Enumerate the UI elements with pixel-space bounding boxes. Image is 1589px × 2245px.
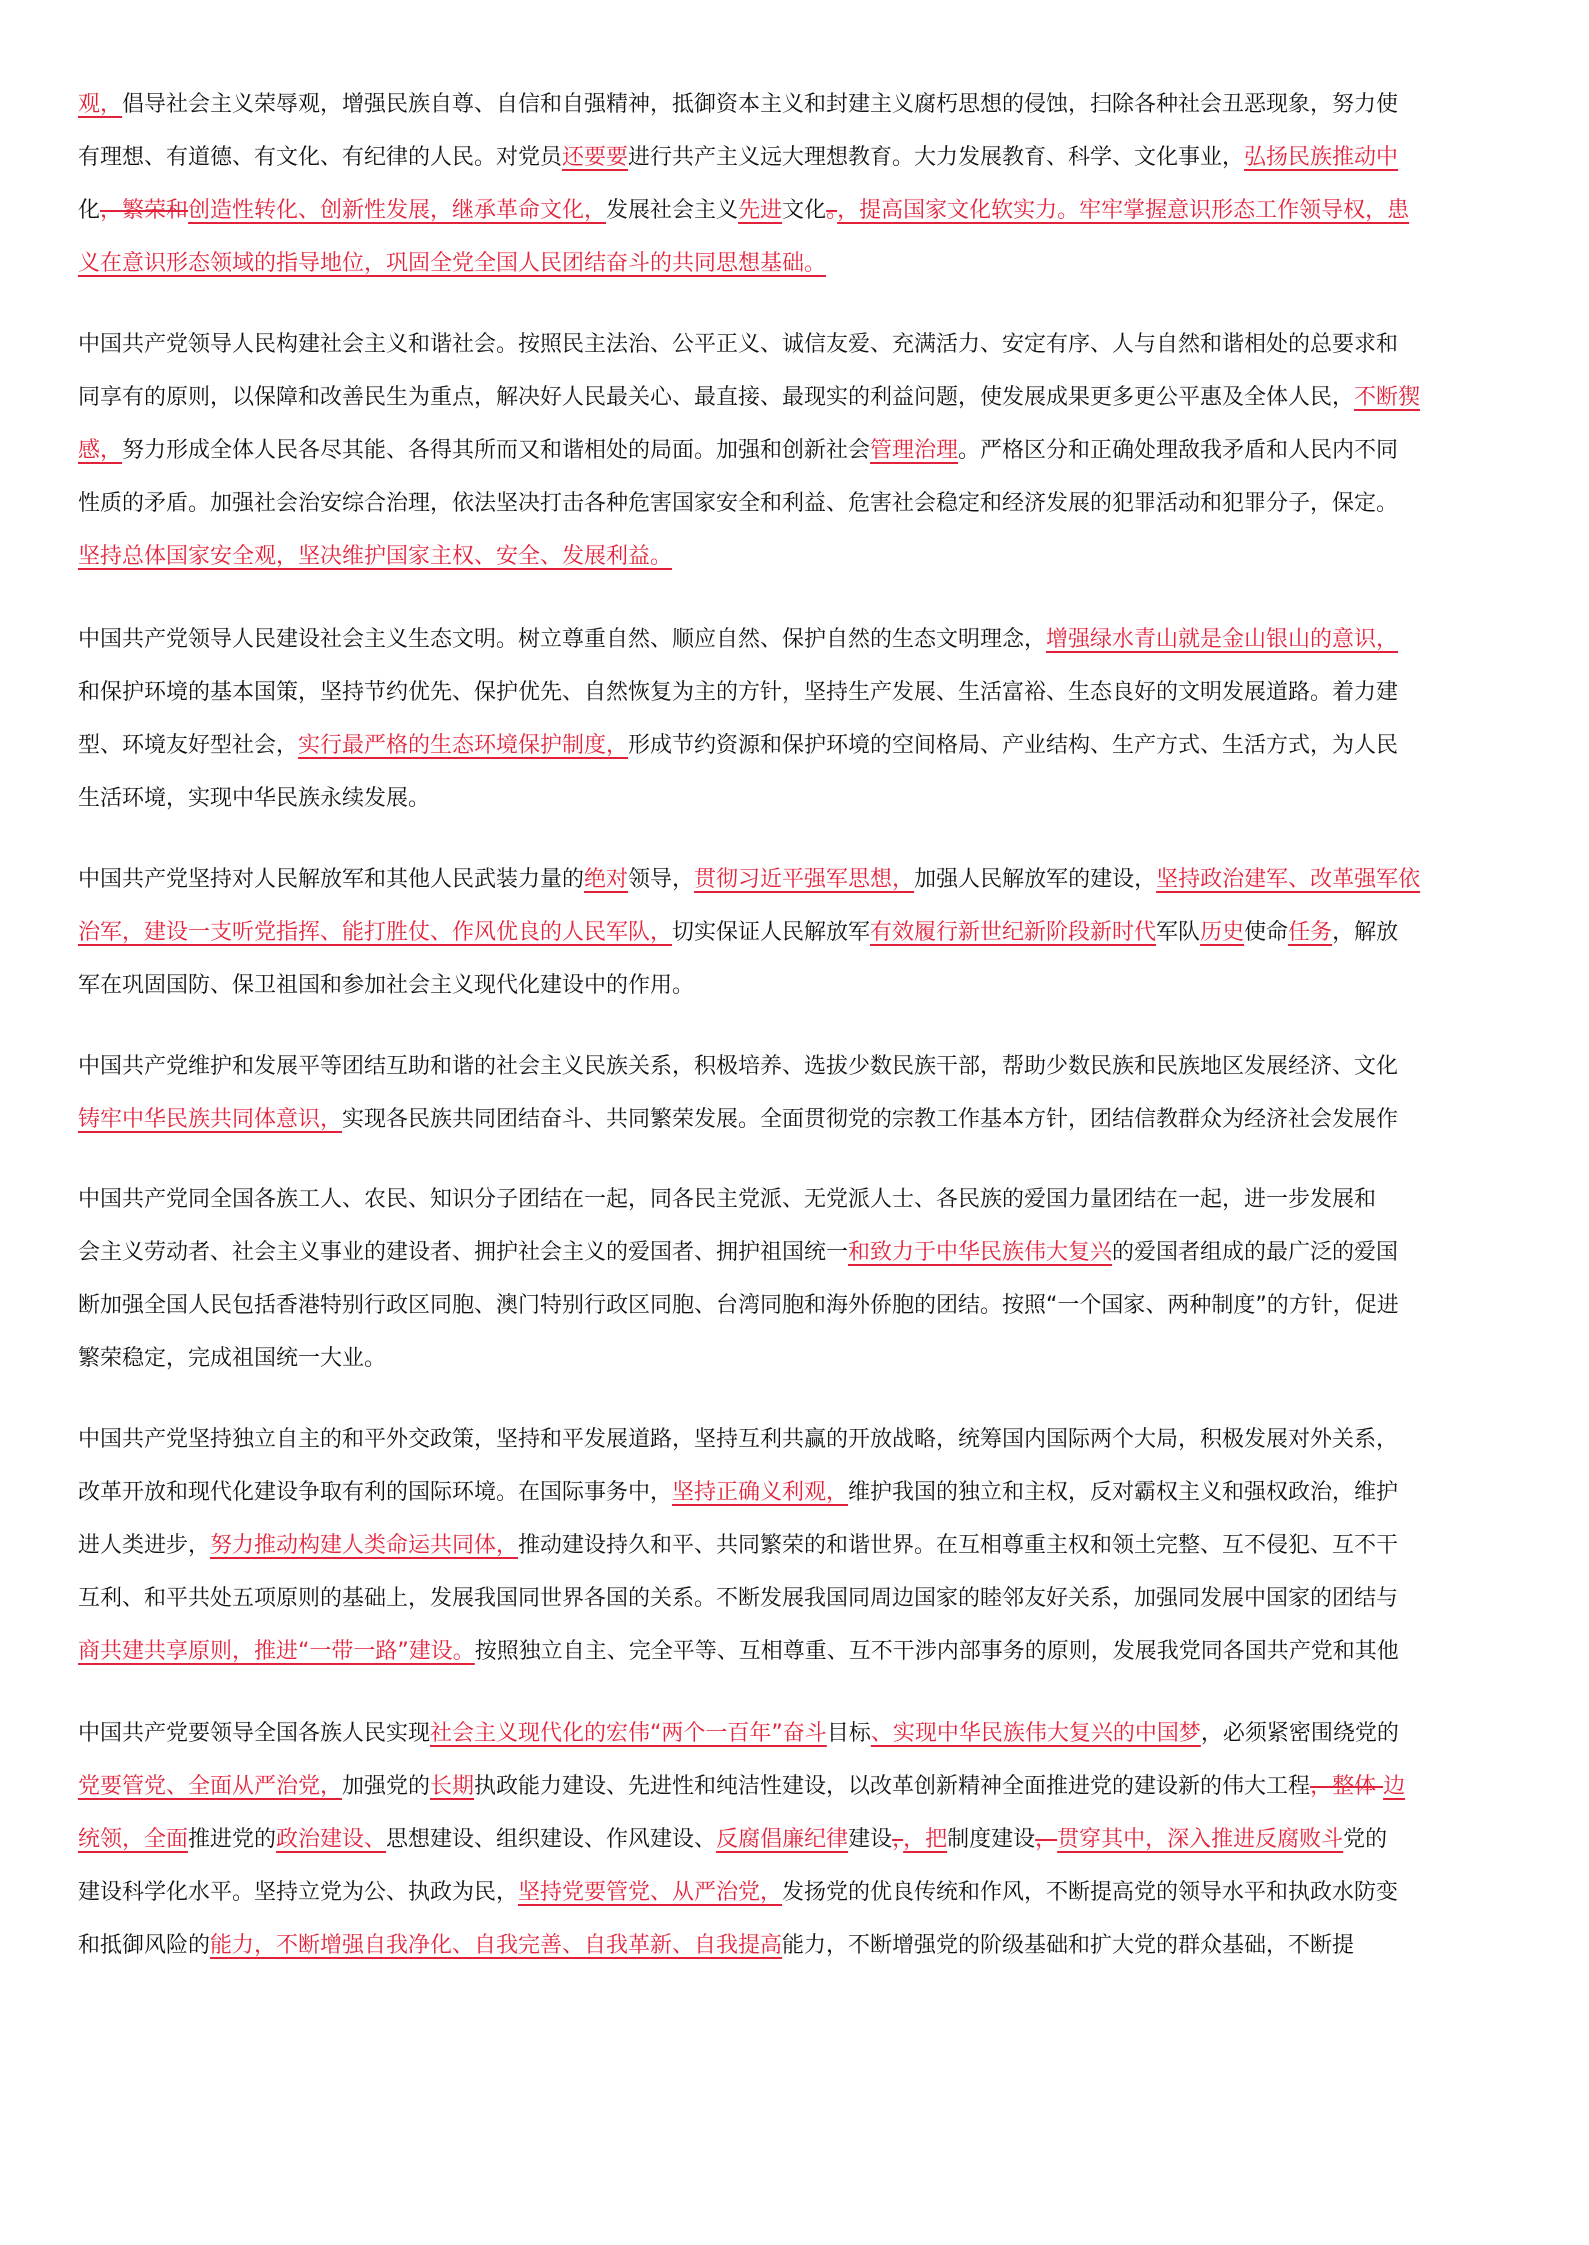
revision-insert: 社会主义现代化的宏伟“两个一百年”奋斗 (430, 1721, 827, 1746)
paragraph-party-building (78, 1707, 1524, 1972)
revision-insert: 反腐倡廉纪律 (716, 1827, 849, 1852)
text-line (78, 1279, 1524, 1332)
revision-insert: ，把 (903, 1827, 948, 1852)
revision-insert: 坚持政治建军、改革强军依 (1156, 867, 1421, 892)
revision-insert: 长期 (430, 1774, 475, 1799)
revision-delete: 。 (826, 198, 838, 223)
revision-insert: 有效履行新世纪新阶段新时代 (870, 920, 1157, 945)
body-text: 倡导社会主义荣辱观，增强民族自尊、自信和自强精神，抵御资本主义和封建主义腐朽思想的侵蚀，扫除各种社会丑恶现象，努力使 (122, 92, 1399, 117)
body-text: 。严格区分和正确处理敌我矛盾和人民内不同 (958, 438, 1399, 463)
body-text: 军在巩固国防、保卫祖国和参加社会主义现代化建设中的作用。 (78, 973, 695, 998)
body-text: 生活环境，实现中华民族永续发展。 (78, 786, 431, 811)
revision-insert: 铸牢中华民族共同体意识， (78, 1107, 343, 1132)
paragraph-ecological-civilization (78, 613, 1524, 825)
body-text: 中国共产党领导人民构建社会主义和谐社会。按照民主法治、公平正义、诚信友爱、充满活力、安定有序、人与自然和谐相处的总要求和 (78, 332, 1399, 357)
text-line (78, 719, 1524, 772)
revision-insert: 感， (78, 438, 123, 463)
body-text: 进人类进步， (78, 1533, 211, 1558)
body-text: 中国共产党同全国各族工人、农民、知识分子团结在一起，同各民主党派、无党派人士、各民族的爱国力量团结在一起，进一步发展和 (78, 1187, 1377, 1212)
body-text: 发扬党的优良传统和作风，不断提高党的领导水平和执政水防变 (782, 1880, 1399, 1905)
revision-insert: 统领，全面 (78, 1827, 189, 1852)
body-text: 化 (78, 198, 101, 223)
paragraph-foreign-policy (78, 1413, 1524, 1678)
body-text: 中国共产党坚持对人民解放军和其他人民武装力量的 (78, 867, 585, 892)
revision-insert: 坚持总体国家安全观，坚决维护国家主权、安全、发展利益。 (78, 544, 673, 569)
body-text: 型、环境友好型社会， (78, 733, 299, 758)
text-line (78, 237, 1524, 290)
revision-insert: 历史 (1200, 920, 1245, 945)
text-line (78, 1519, 1524, 1572)
revision-delete: ， (1035, 1827, 1058, 1852)
body-text: 党的 (1343, 1827, 1388, 1852)
text-line (78, 853, 1524, 906)
revision-insert: 还要要 (562, 145, 629, 170)
revision-insert: 贯彻习近平强军思想， (694, 867, 915, 892)
body-text: 按照独立自主、完全平等、互相尊重、互不干涉内部事务的原则，发展我党同各国共产党和其他 (474, 1639, 1399, 1664)
body-text: 目标 (826, 1721, 871, 1746)
text-line (78, 1040, 1524, 1093)
body-text: 建设 (848, 1827, 893, 1852)
revision-insert: 任务 (1288, 920, 1333, 945)
body-text: 切实保证人民解放军 (672, 920, 871, 945)
text-line (78, 1332, 1524, 1385)
revision-insert: 贯穿其中，深入推进反腐败斗 (1057, 1827, 1344, 1852)
text-line (78, 477, 1524, 530)
text-line (78, 1707, 1524, 1760)
paragraph-harmonious-society (78, 318, 1524, 583)
body-text: 改革开放和现代化建设争取有利的国际环境。在国际事务中， (78, 1480, 673, 1505)
revision-insert: 努力推动构建人类命运共同体， (210, 1533, 519, 1558)
body-text: 性质的矛盾。加强社会治安综合治理，依法坚决打击各种危害国家安全和利益、危害社会稳定和经济发展的犯罪活动和犯罪分子，保定。 (78, 491, 1399, 516)
body-text: 的爱国者组成的最广泛的爱国 (1112, 1240, 1399, 1265)
revision-insert: 先进 (738, 198, 783, 223)
body-text: 同享有的原则，以保障和改善民生为重点，解决好人民最关心、最直接、最现实的利益问题，使发展成果更多更公平惠及全体人民， (78, 385, 1355, 410)
body-text: 加强人民解放军的建设， (914, 867, 1157, 892)
revision-insert: 党要管党、全面从严治党， (78, 1774, 343, 1799)
text-line (78, 1093, 1524, 1146)
body-text: 繁荣稳定，完成祖国统一大业。 (78, 1346, 387, 1371)
revision-insert: 商共建共享原则，推进“一带一路”建设。 (78, 1639, 475, 1664)
text-line (78, 1625, 1524, 1678)
revision-insert: 实行最严格的生态环境保护制度， (298, 733, 629, 758)
paragraph-ethnic-relations (78, 1040, 1524, 1146)
revision-insert: ，提高国家文化软实力。牢牢掌握意识形态工作领导权，患 (837, 198, 1410, 223)
revision-insert: 边 (1383, 1774, 1406, 1799)
body-text: 文化 (782, 198, 827, 223)
text-line (78, 1413, 1524, 1466)
text-line (78, 530, 1524, 583)
body-text: 努力形成全体人民各尽其能、各得其所而又和谐相处的局面。加强和创新社会 (122, 438, 871, 463)
revision-insert: 坚持党要管党、从严治党， (518, 1880, 783, 1905)
body-text: 思想建设、组织建设、作风建设、 (386, 1827, 717, 1852)
body-text: 发展社会主义 (606, 198, 739, 223)
body-text: 中国共产党领导人民建设社会主义生态文明。树立尊重自然、顺应自然、保护自然的生态文明理念， (78, 627, 1047, 652)
text-line (78, 666, 1524, 719)
body-text: 制度建设 (947, 1827, 1036, 1852)
text-line (78, 1466, 1524, 1519)
revision-insert: 弘扬民族推动中 (1244, 145, 1399, 170)
revision-insert: 坚持正确义利观， (672, 1480, 849, 1505)
text-line (78, 959, 1524, 1012)
body-text: 推动建设持久和平、共同繁荣的和谐世界。在互相尊重主权和领土完整、互不侵犯、互不干 (518, 1533, 1399, 1558)
text-line (78, 1813, 1524, 1866)
body-text: 加强党的 (342, 1774, 431, 1799)
revision-insert: 义在意识形态领域的指导地位，巩固全党全国人民团结奋斗的共同思想基础。 (78, 251, 827, 276)
body-text: ，解放 (1332, 920, 1399, 945)
text-line (78, 78, 1524, 131)
revision-insert: 能力，不断增强自我净化、自我完善、自我革新、自我提高 (210, 1933, 783, 1958)
text-line (78, 613, 1524, 666)
revision-insert: 管理治理 (870, 438, 959, 463)
revision-insert: 政治建设、 (276, 1827, 387, 1852)
revision-insert: 绝对 (584, 867, 629, 892)
body-text: 形成节约资源和保护环境的空间格局、产业结构、生产方式、生活方式，为人民 (628, 733, 1399, 758)
revision-insert: 不断猰 (1354, 385, 1421, 410)
body-text: 和抵御风险的 (78, 1933, 211, 1958)
body-text: ，必须紧密围绕党的 (1200, 1721, 1399, 1746)
body-text: 中国共产党要领导全国各族人民实现 (78, 1721, 431, 1746)
body-text: 进行共产主义远大理想教育。大力发展教育、科学、文化事业， (628, 145, 1245, 170)
body-text: 中国共产党维护和发展平等团结互助和谐的社会主义民族关系，积极培养、选拔少数民族干部，帮助少数民族和民族地区发展经济、文化 (78, 1054, 1399, 1079)
body-text: 断加强全国人民包括香港特别行政区同胞、澳门特别行政区同胞、台湾同胞和海外侨胞的团结。按照“一个国家、两种制度”的方针，促进 (78, 1293, 1399, 1318)
revision-insert: 和致力于中华民族伟大复兴 (848, 1240, 1113, 1265)
body-text: 军队 (1156, 920, 1201, 945)
body-text: 互利、和平共处五项原则的基础上，发展我国同世界各国的关系。不断发展我国同周边国家的睦邻友好关系，加强同发展中国家的团结与 (78, 1586, 1399, 1611)
body-text: 建设科学化水平。坚持立党为公、执政为民， (78, 1880, 519, 1905)
text-line (78, 131, 1524, 184)
revision-insert: 、实现中华民族伟大复兴的中国梦 (870, 1721, 1201, 1746)
body-text: 推进党的 (188, 1827, 277, 1852)
body-text: 实现各民族共同团结奋斗、共同繁荣发展。全面贯彻党的宗教工作基本方针，团结信教群众为经济社会发展作 (342, 1107, 1399, 1132)
revision-delete: ，整体 (1310, 1774, 1384, 1799)
text-line (78, 318, 1524, 371)
paragraph-united-front (78, 1173, 1524, 1385)
body-text: 执政能力建设、先进性和纯洁性建设，以改革创新精神全面推进党的建设新的伟大工程 (474, 1774, 1311, 1799)
text-line (78, 906, 1524, 959)
body-text: 和保护环境的基本国策，坚持节约优先、保护优先、自然恢复为主的方针，坚持生产发展、生活富裕、生态良好的文明发展道路。着力建 (78, 680, 1399, 705)
body-text: 领导， (628, 867, 695, 892)
text-line (78, 1572, 1524, 1625)
body-text: 中国共产党坚持独立自主的和平外交政策，坚持和平发展道路，坚持互利共赢的开放战略，统筹国内国际两个大局，积极发展对外关系， (78, 1427, 1399, 1452)
revision-insert: 治军，建设一支听党指挥、能打胜仗、作风优良的人民军队， (78, 920, 673, 945)
body-text: 会主义劳动者、社会主义事业的建设者、拥护社会主义的爱国者、拥护祖国统一 (78, 1240, 849, 1265)
body-text: 能力，不断增强党的阶级基础和扩大党的群众基础，不断提 (782, 1933, 1355, 1958)
text-line (78, 1919, 1524, 1972)
revision-insert: 增强绿水青山就是金山银山的意识， (1046, 627, 1399, 652)
text-line (78, 1760, 1524, 1813)
paragraph-armed-forces (78, 853, 1524, 1012)
text-line (78, 1866, 1524, 1919)
text-line (78, 371, 1524, 424)
text-line (78, 772, 1524, 825)
paragraph-ideology (78, 78, 1524, 290)
body-text: 有理想、有道德、有文化、有纪律的人民。对党员 (78, 145, 563, 170)
text-line (78, 1173, 1524, 1226)
body-text: 维护我国的独立和主权，反对霸权主义和强权政治，维护 (848, 1480, 1399, 1505)
text-line (78, 424, 1524, 477)
revision-delete: ，繁荣和 (100, 198, 189, 223)
revision-insert: 观， (78, 92, 123, 117)
body-text: 使命 (1244, 920, 1289, 945)
text-line (78, 1226, 1524, 1279)
revision-insert: 创造性转化、创新性发展，继承革命文化， (188, 198, 607, 223)
revision-delete: ， (892, 1827, 904, 1852)
text-line (78, 184, 1524, 237)
